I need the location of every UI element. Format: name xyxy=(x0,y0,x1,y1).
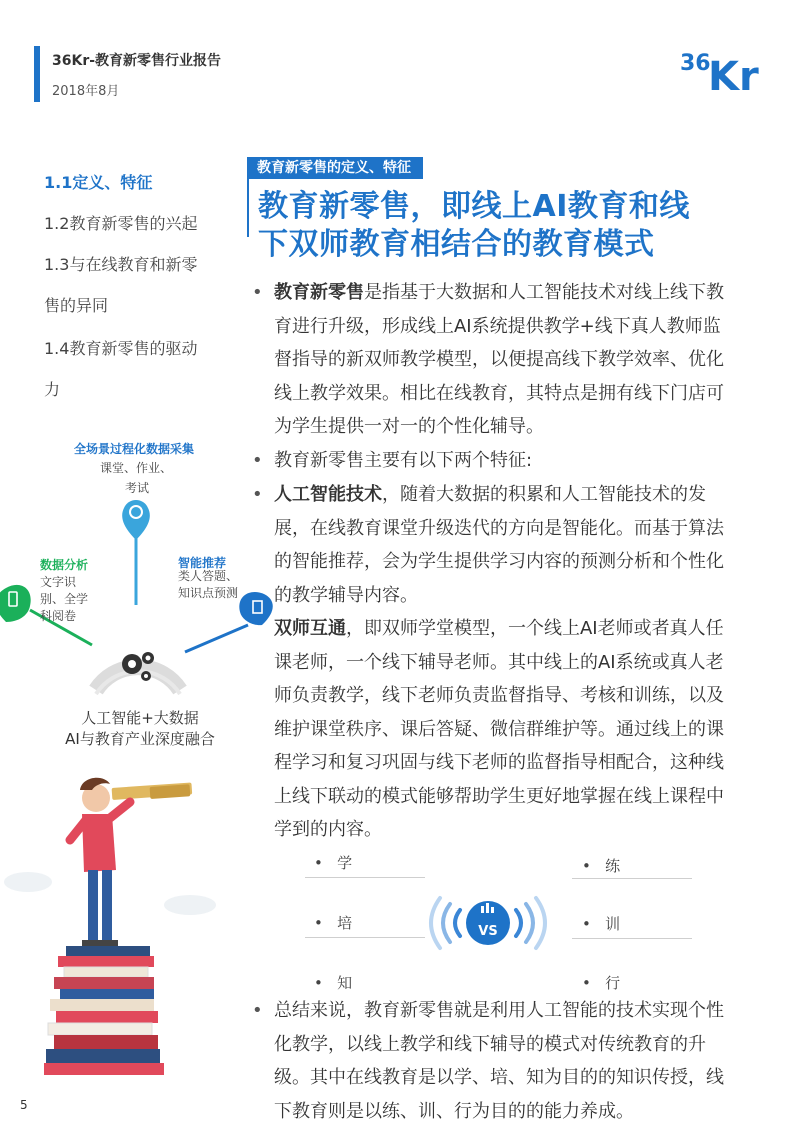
lightbulb-icon xyxy=(122,500,150,540)
section-tag: 教育新零售的定义、特征 xyxy=(247,157,423,179)
paragraph-features-intro: • 教育新零售主要有以下两个特征: xyxy=(252,450,533,471)
compare-divider xyxy=(305,877,425,878)
diagram-center-caption: 人工智能+大数据 AI与教育产业深度融合 xyxy=(65,709,215,748)
report-date: 2018年8月 xyxy=(52,84,120,99)
compare-left-2: • 培 xyxy=(314,914,353,932)
nav-item-definition[interactable]: 1.1定义、特征 xyxy=(44,173,153,192)
headline-line-1: 教育新零售，即线上AI教育和线 xyxy=(258,189,690,224)
nav-item-comparison[interactable]: 1.3与在线教育和新零 xyxy=(44,255,198,274)
svg-text:36: 36 xyxy=(680,51,711,76)
header-accent-bar xyxy=(34,46,40,102)
svg-text:Kr: Kr xyxy=(708,54,759,94)
term-ai-tech: 人工智能技术 xyxy=(274,484,382,505)
page-number: 5 xyxy=(20,1098,28,1112)
vs-label: VS xyxy=(478,924,498,939)
diagram-top-sub-1: 课堂、作业、 xyxy=(100,461,173,475)
nav-item-drivers[interactable]: 1.4教育新零售的驱动 xyxy=(44,339,198,358)
compare-right-3: • 行 xyxy=(582,974,621,992)
diagram-left-title: 数据分析 xyxy=(40,558,89,572)
nav-item-drivers-cont[interactable]: 力 xyxy=(44,380,61,399)
compare-right-2: • 训 xyxy=(582,915,621,933)
diagram-right-sub: 类人答题、知识点预测 xyxy=(178,569,239,600)
page-headline xyxy=(258,188,738,264)
telescope-icon xyxy=(112,782,193,800)
nav-item-comparison-cont[interactable]: 售的异同 xyxy=(44,296,109,315)
headline-line-2: 下双师教育相结合的教育模式 xyxy=(258,227,655,262)
report-title: 36Kr-教育新零售行业报告 xyxy=(52,53,222,69)
compare-divider xyxy=(572,878,692,879)
term-edu-new-retail: 教育新零售 xyxy=(274,282,364,303)
compare-left-3: • 知 xyxy=(314,974,353,992)
book-stack xyxy=(44,946,164,1075)
boy-telescope-illustration xyxy=(0,770,220,1080)
compare-divider xyxy=(305,937,425,938)
term-dual-teacher: 双师互通 xyxy=(274,618,346,639)
phone-icon xyxy=(0,585,31,622)
paragraph-definition: • 教育新零售是指基于大数据和人工智能技术对线上线下教育进行升级，形成线上AI系统提供教学+线下真人教师监督指导的新双师教学模型，以便提高线下教学效率、优化线上教学效果。相比在线教育，其特点是拥有线下门店可为学生提供一对一的个性化辅导。 xyxy=(252,282,724,437)
36kr-logo xyxy=(680,42,764,94)
paragraph-summary: • 总结来说，教育新零售就是利用人工智能的技术实现个性化教学，以线上教学和线下辅导的模式对传统教育的升级。其中在线教育是以学、培、知为目的的知识传授，线下教育则是以练、训、行为目的的能力养成。 xyxy=(252,1000,724,1122)
compare-left-1: • 学 xyxy=(314,854,353,872)
compare-right-1: • 练 xyxy=(582,857,621,875)
paragraph-dual-teacher: 双师互通，即双师学堂模型，一个线上AI老师或者真人任课老师，一个线下辅导老师。其中线上的AI系统或真人老师负责教学，线下老师负责监督指导、考核和训练，以及维护课堂秩序、课后答疑、微信群维护等。通过线上的课程学习和复习巩固与线下老师的监督指导相配合，这种线上线下联动的模式能够帮助学生更好地掌握在线上课程中学到的内容。 xyxy=(274,618,724,840)
diagram-connector-right xyxy=(185,625,248,652)
diagram-top-title: 全场景过程化数据采集 xyxy=(74,442,195,456)
compare-divider xyxy=(572,938,692,939)
document-icon xyxy=(239,592,272,625)
nav-item-rise[interactable]: 1.2教育新零售的兴起 xyxy=(44,214,198,233)
vs-badge xyxy=(418,890,558,956)
diagram-right-title: 智能推荐 xyxy=(178,556,227,570)
diagram-left-sub: 文字识别、全学科阅卷 xyxy=(40,575,89,623)
diagram-top-sub-2: 考试 xyxy=(125,481,150,495)
paragraph-ai-tech: • 人工智能技术，随着大数据的积累和人工智能技术的发展，在线教育课堂升级迭代的方向是智能化。而基于算法的智能推荐，会为学生提供学习内容的预测分析和个性化的教学辅导内容。 xyxy=(252,484,724,606)
